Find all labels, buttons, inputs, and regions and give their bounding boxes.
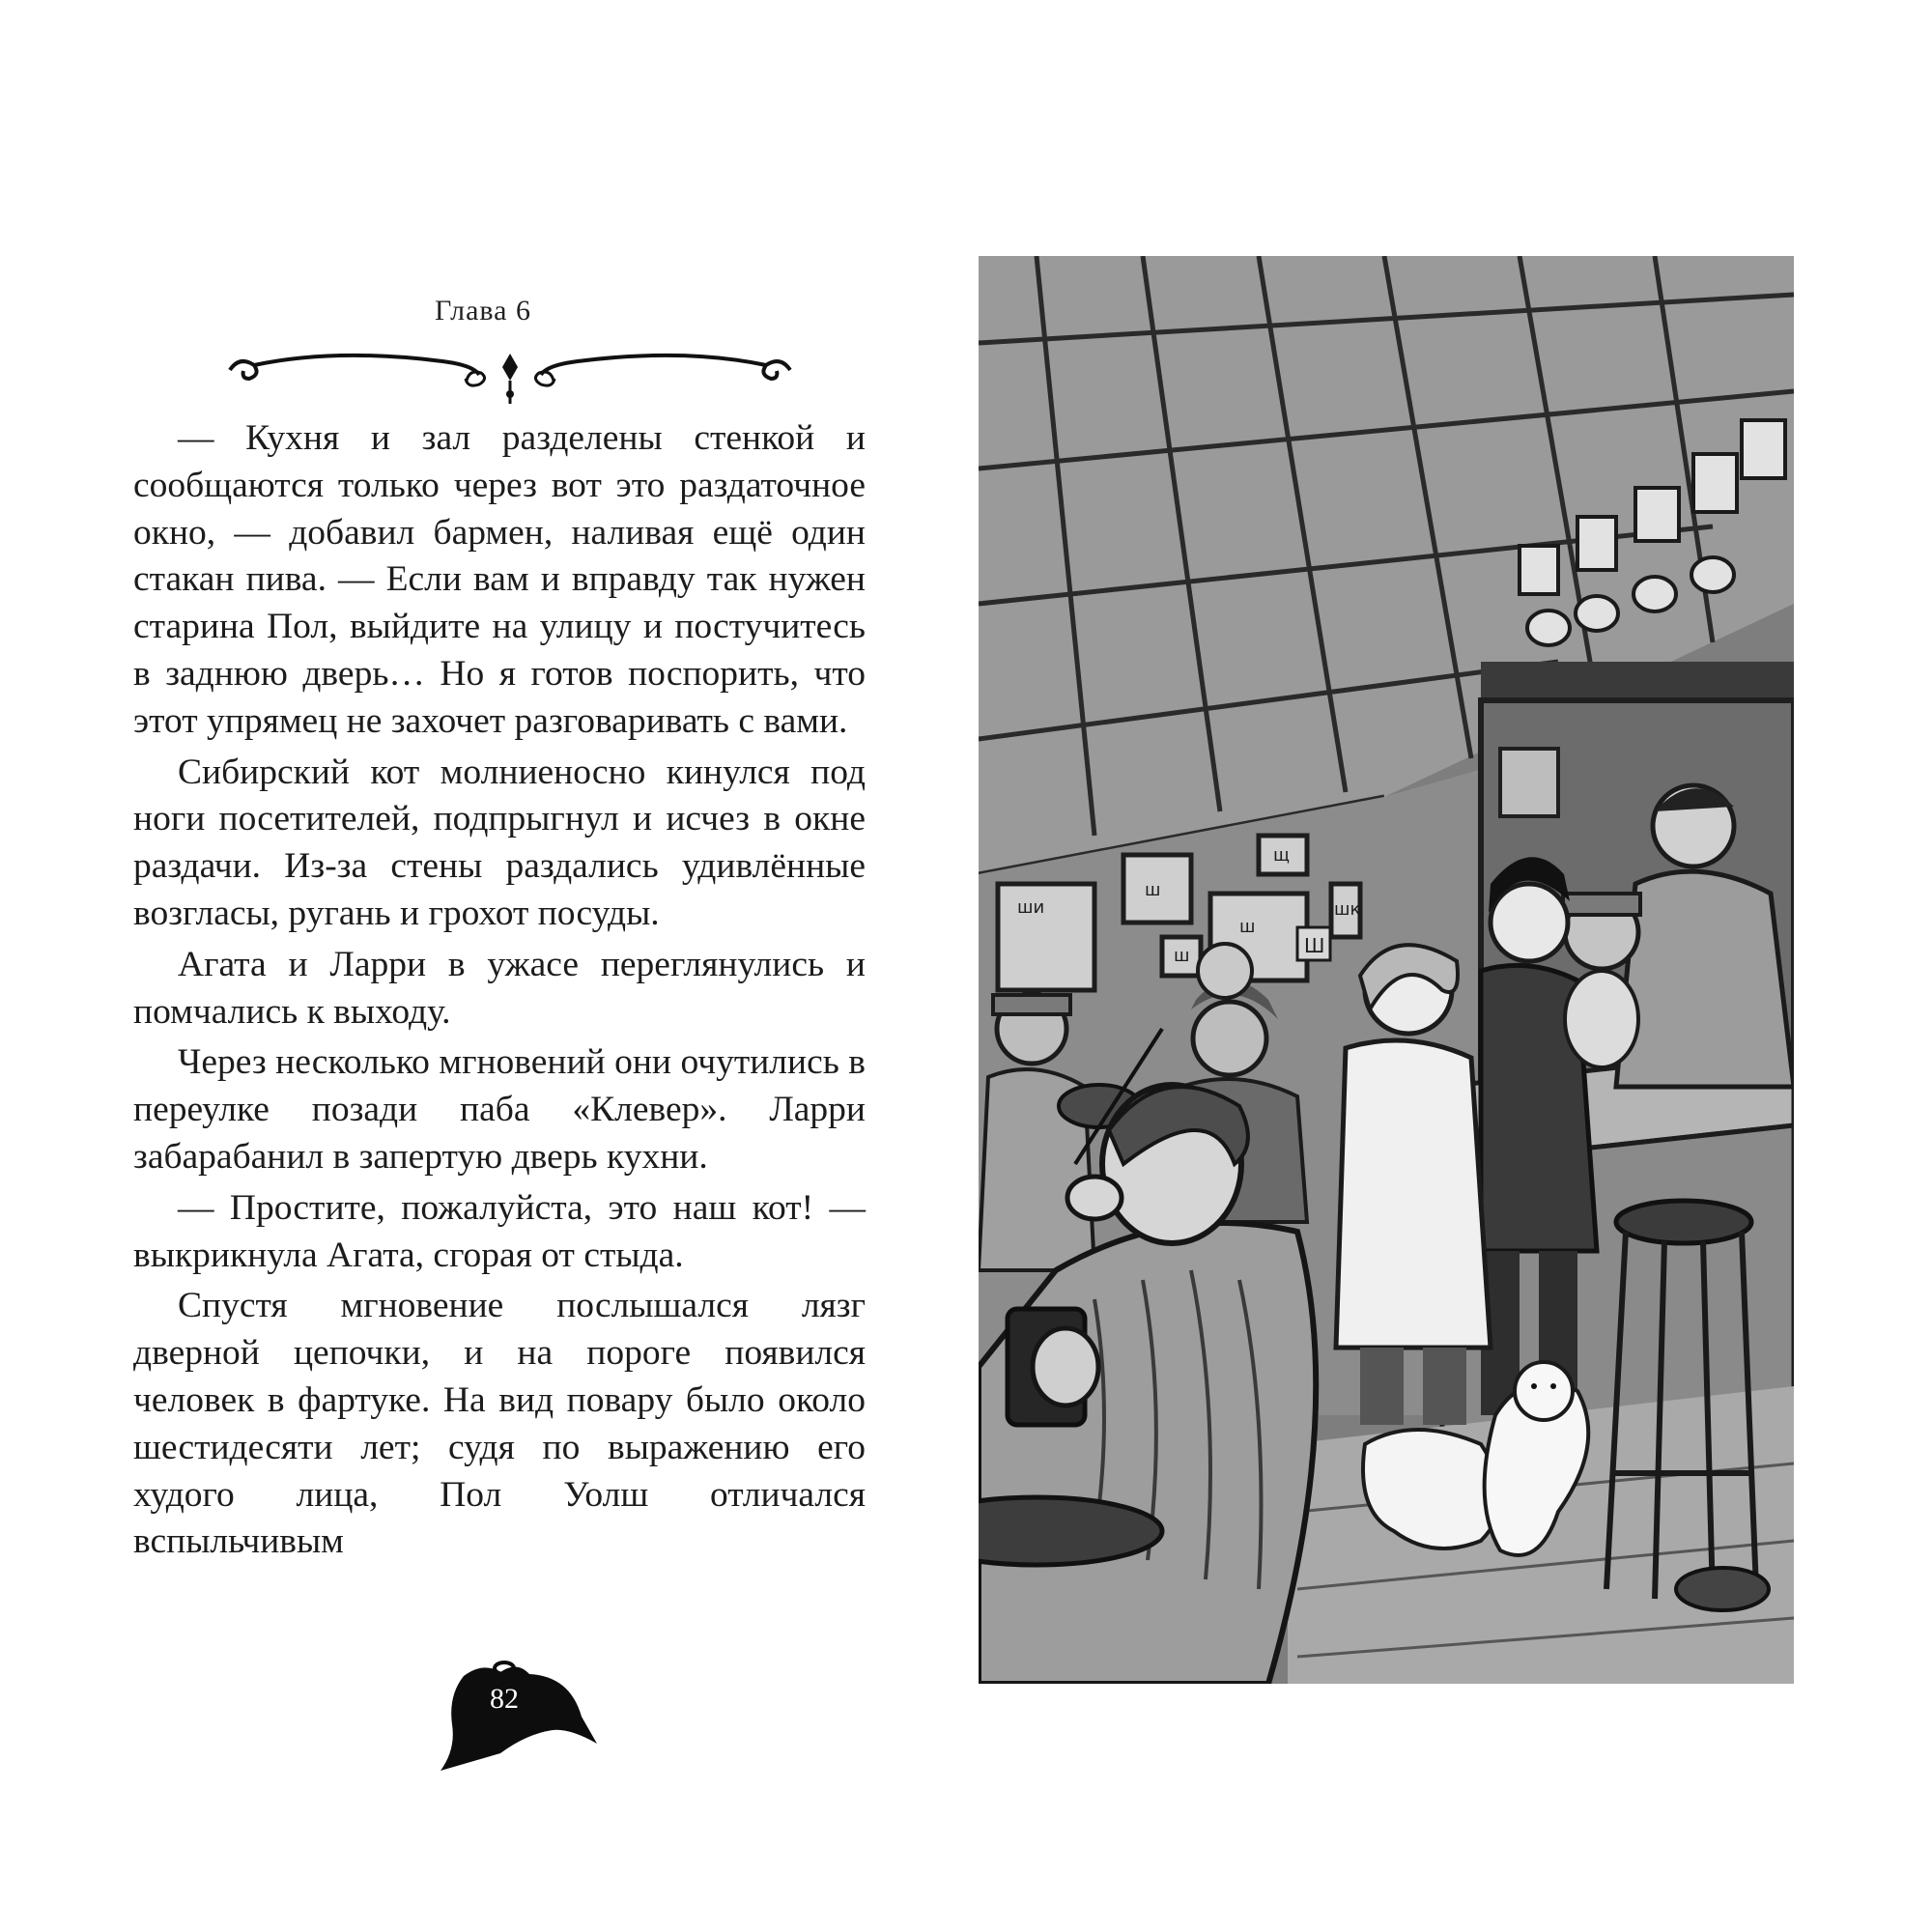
- body-text: [133, 415, 866, 1570]
- paragraph: Сибирский кот молниеносно кинулся под ноги посетителей, подпрыгнул и исчез в окне раздачи. Из-за стены раздались удивлённые возгласы, ругань и грохот посуды.: [133, 752, 866, 933]
- frame-label: ш: [1174, 946, 1190, 966]
- frame-label: ши: [1017, 897, 1045, 918]
- patch-label: Ш: [1304, 934, 1325, 957]
- frame-label: щ: [1273, 845, 1290, 866]
- paragraph: Через несколько мгновений они очутились в переулке позади паба «Клевер». Ларри забарабанил в запертую дверь кухни.: [133, 1042, 866, 1177]
- frame-label: шк: [1334, 899, 1361, 920]
- frame-label: ш: [1239, 917, 1256, 937]
- paragraph: — Кухня и зал разделены стенкой и сообщаются только через вот это раздаточное окно, — добавил бармен, наливая ещё один стакан пива. — Если вам и вправду так нужен старина Пол, выйдите на улицу и постучитесь в заднюю дверь… Но я готов поспорить, что этот упрямец не захочет разговаривать с вами.: [133, 418, 866, 741]
- paragraph: — Простите, пожалуйста, это наш кот! — выкрикнула Агата, сгорая от стыда.: [133, 1187, 866, 1275]
- chapter-title: Глава 6: [435, 295, 531, 327]
- paragraph: Агата и Ларри в ужасе переглянулись и помчались к выходу.: [133, 944, 866, 1032]
- flourish-divider-icon: [220, 336, 800, 413]
- page-number: 82: [490, 1683, 519, 1715]
- illustration-pub-scene: [979, 256, 1794, 1684]
- frame-label: ш: [1145, 880, 1161, 900]
- paragraph: Спустя мгновение послышался лязг дверной цепочки, и на пороге появился человек в фартуке. На вид повару было около шестидесяти лет; судя по выражению его худого лица, Пол Уолш отличался вспыльчивым: [133, 1286, 866, 1562]
